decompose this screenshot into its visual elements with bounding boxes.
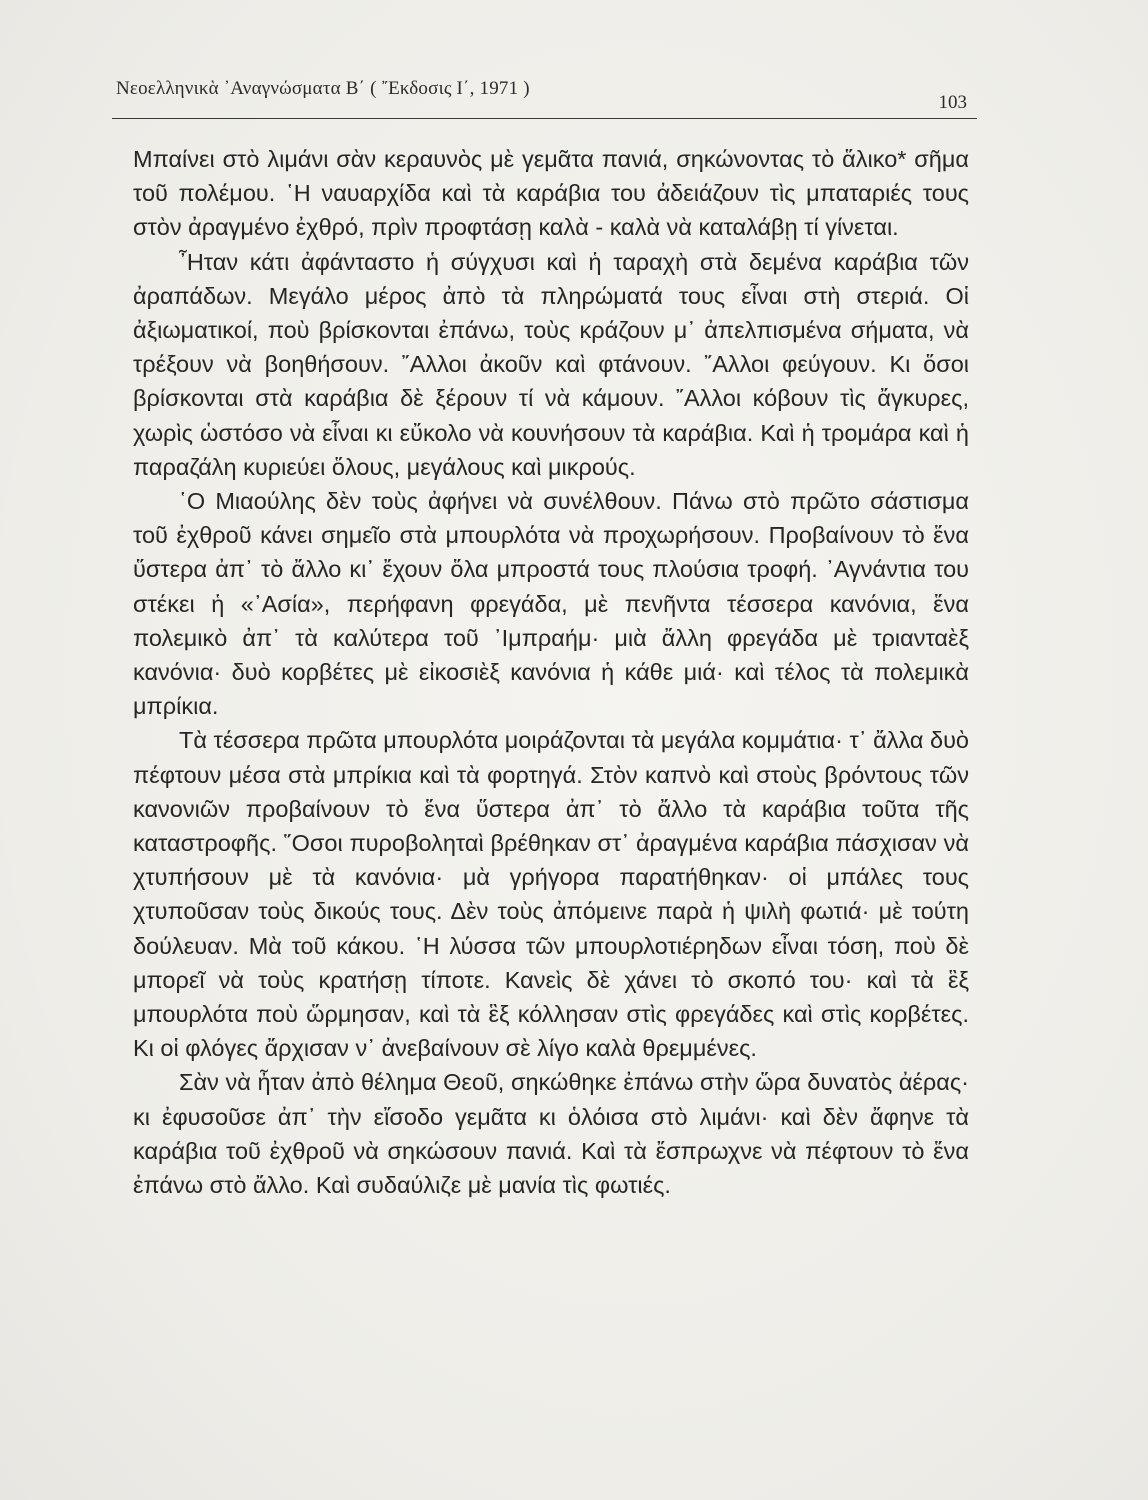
paragraph: Μπαίνει στὸ λιμάνι σὰν κεραυνὸς μὲ γεμᾶτα πανιά, σηκώνοντας τὸ ἅλικο* σῆμα τοῦ πολέμου. ῾Η ναυαρχίδα καὶ τὰ καράβια του ἀδειάζουν τὶς μπαταριές τους στὸν ἀραγμένο ἐχθρό, πρὶν προφτάσῃ καλὰ - καλὰ νὰ καταλάβῃ τί γίνεται. <box>133 146 969 241</box>
paragraph: ῾Ο Μιαούλης δὲν τοὺς ἀφήνει νὰ συνέλθουν. Πάνω στὸ πρῶτο σάστισμα τοῦ ἐχθροῦ κάνει σημεῖο στὰ μπουρλότα νὰ προχωρήσουν. Προβαίνουν τὸ ἕνα ὕστερα ἀπ᾿ τὸ ἄλλο κι᾿ ἔχουν ὅλα μπροστά τους πλούσια τροφή. ᾿Αγνάντια του στέκει ἡ «᾿Ασία», περήφανη φρεγάδα, μὲ πενῆντα τέσσερα κανόνια, ἕνα πολεμικὸ ἀπ᾿ τὰ καλύτερα τοῦ ᾿Ιμπραήμ· μιὰ ἄλλη φρεγάδα μὲ τριανταὲξ κανόνια· δυὸ κορβέτες μὲ εἰκοσιὲξ κανόνια ἡ κάθε μιά· καὶ τέλος τὰ πολεμικὰ μπρίκια. <box>133 488 969 720</box>
paragraph: Σὰν νὰ ἦταν ἀπὸ θέλημα Θεοῦ, σηκώθηκε ἐπάνω στὴν ὥρα δυνατὸς ἀέρας· κι ἐφυσοῦσε ἀπ᾿ τὴν εἴσοδο γεμᾶτα κι ὁλόισα στὸ λιμάνι· καὶ δὲν ἄφηνε τὰ καράβια τοῦ ἐχθροῦ νὰ σηκώσουν πανιά. Καὶ τὰ ἔσπρωχνε νὰ πέφτουν τὸ ἕνα ἐπάνω στὸ ἄλλο. Καὶ συδαύλιζε μὲ μανία τὶς φωτιές. <box>133 1069 969 1199</box>
paragraph: ῏Ηταν κάτι ἀφάνταστο ἡ σύγχυσι καὶ ἡ ταραχὴ στὰ δεμένα καράβια τῶν ἀραπάδων. Μεγάλο μέρος ἀπὸ τὰ πληρώματά τους εἶναι στὴ στεριά. Οἱ ἀξιωματικοί, ποὺ βρίσκονται ἐπάνω, τοὺς κράζουν μ᾿ ἀπελπισμένα σήματα, νὰ τρέξουν νὰ βοηθήσουν. ῎Αλλοι ἀκοῦν καὶ φτάνουν. ῎Αλλοι φεύγουν. Κι ὅσοι βρίσκονται στὰ καράβια δὲ ξέρουν τί νὰ κάμουν. ῎Αλλοι κόβουν τὶς ἄγκυρες, χωρὶς ὡστόσο νὰ εἶναι κι εὔκολο νὰ κουνήσουν τὰ καράβια. Καὶ ἡ τρομάρα καὶ ἡ παραζάλη κυριεύει ὅλους, μεγάλους καὶ μικρούς. <box>133 248 969 480</box>
running-title: Νεοελληνικὰ ᾿Αναγνώσματα Β΄ ( ῎Εκδοσις Ι΄, 1971 ) <box>116 78 530 99</box>
body-text <box>133 142 969 1202</box>
running-head <box>112 68 977 120</box>
page-number: 103 <box>938 92 967 113</box>
paragraph: Τὰ τέσσερα πρῶτα μπουρλότα μοιράζονται τὰ μεγάλα κομμάτια· τ᾿ ἄλλα δυὸ πέφτουν μέσα στὰ μπρίκια καὶ τὰ φορτηγά. Στὸν καπνὸ καὶ στοὺς βρόντους τῶν κανονιῶν προβαίνουν τὸ ἕνα ὕστερα ἀπ᾿ τὸ ἄλλο τὰ καράβια τοῦτα τῆς καταστροφῆς. ῞Οσοι πυροβοληταὶ βρέθηκαν στ᾿ ἀραγμένα καράβια πάσχισαν νὰ χτυπήσουν μὲ τὰ κανόνια· μὰ γρήγορα παρατήθηκαν· οἱ μπάλες τους χτυποῦσαν τοὺς δικούς τους. Δὲν τοὺς ἀπόμεινε παρὰ ἡ ψιλὴ φωτιά· μὲ τούτη δούλευαν. Μὰ τοῦ κάκου. ῾Η λύσσα τῶν μπουρλοτιέρηδων εἶναι τόση, ποὺ δὲ μπορεῖ νὰ τοὺς κρατήσῃ τίποτε. Κανεὶς δὲ χάνει τὸ σκοπό του· καὶ τὰ ἓξ μπουρλότα ποὺ ὥρμησαν, καὶ τὰ ἓξ κόλλησαν στὶς φρεγάδες καὶ στὶς κορβέτες. Κι οἱ φλόγες ἄρχισαν ν᾿ ἀνεβαίνουν σὲ λίγο καλὰ θρεμμένες. <box>133 727 969 1062</box>
header-rule <box>112 118 977 119</box>
